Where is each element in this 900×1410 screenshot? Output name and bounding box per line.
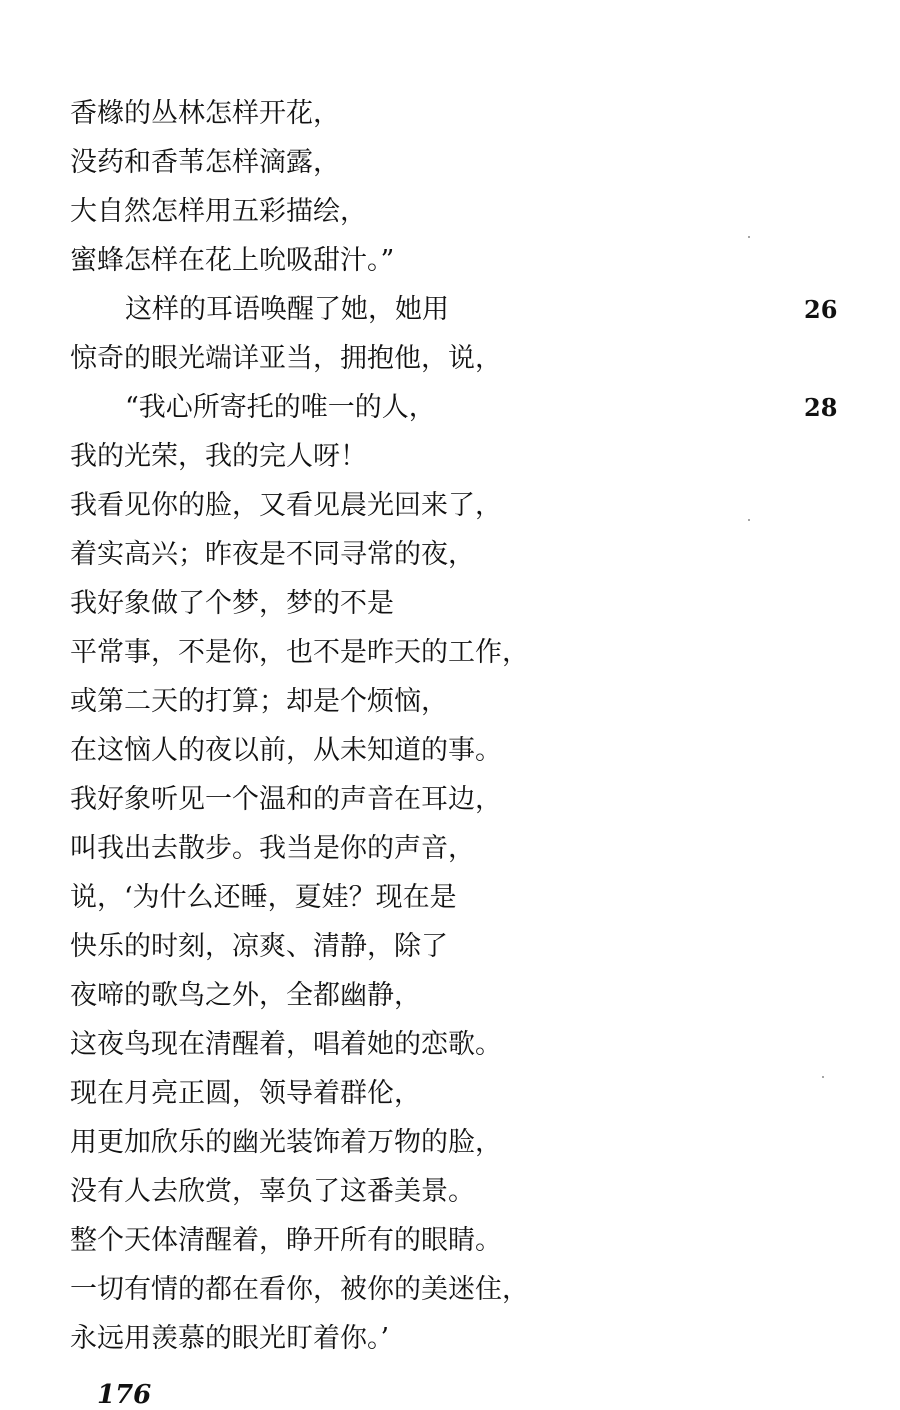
poem-line-text: 惊奇的眼光端详亚当，拥抱他，说， bbox=[70, 343, 502, 374]
poem-line-text: 这样的耳语唤醒了她，她用 bbox=[125, 294, 449, 325]
poem-line bbox=[70, 143, 670, 192]
poem-line-text: 没有人去欣赏，辜负了这番美景。 bbox=[70, 1176, 475, 1207]
poem-line-text: 夜啼的歌鸟之外，全都幽静， bbox=[70, 980, 421, 1011]
poem-line bbox=[70, 1221, 670, 1270]
poem-line-text: 我看见你的脸，又看见晨光回来了， bbox=[70, 490, 502, 521]
poem-line-text: 没药和香苇怎样滴露， bbox=[70, 147, 340, 178]
poem-line-text: 大自然怎样用五彩描绘， bbox=[70, 196, 367, 227]
poem-line-text: 在这恼人的夜以前，从未知道的事。 bbox=[70, 735, 502, 766]
scan-speck bbox=[748, 519, 750, 521]
poem-line-text: “我心所寄托的唯一的人， bbox=[125, 392, 436, 423]
poem-line-text: 一切有情的都在看你，被你的美迷住， bbox=[70, 1274, 529, 1305]
poem-line-text: 或第二天的打算；却是个烦恼， bbox=[70, 686, 448, 717]
poem-line bbox=[70, 927, 670, 976]
page-number: 176 bbox=[97, 1380, 152, 1410]
poem-line bbox=[70, 1270, 670, 1319]
poem-line bbox=[70, 1319, 670, 1368]
poem-line-text: 说，‘为什么还睡，夏娃？现在是 bbox=[70, 882, 457, 913]
poem-line-text: 我好象做了个梦，梦的不是 bbox=[70, 588, 394, 619]
poem-line-text: 叫我出去散步。我当是你的声音， bbox=[70, 833, 475, 864]
poem-line bbox=[70, 1025, 670, 1074]
poem-line-text: 香橼的丛林怎样开花， bbox=[70, 98, 340, 129]
poem-line bbox=[70, 339, 670, 388]
poem-line-text: 平常事，不是你，也不是昨天的工作， bbox=[70, 637, 529, 668]
poem-line bbox=[70, 633, 670, 682]
poem-line bbox=[70, 1123, 670, 1172]
scan-speck bbox=[748, 236, 750, 238]
poem-line-text: 蜜蜂怎样在花上吮吸甜汁。” bbox=[70, 245, 395, 276]
line-number: 28 bbox=[804, 393, 838, 422]
poem-line bbox=[70, 682, 670, 731]
poem-line bbox=[70, 94, 670, 143]
poem-line bbox=[70, 192, 670, 241]
poem-line-text: 这夜鸟现在清醒着，唱着她的恋歌。 bbox=[70, 1029, 502, 1060]
poem-line bbox=[70, 829, 670, 878]
poem-line-text: 着实高兴；昨夜是不同寻常的夜， bbox=[70, 539, 475, 570]
poem-line-text: 快乐的时刻，凉爽、清静，除了 bbox=[70, 931, 448, 962]
poem-line bbox=[70, 780, 670, 829]
poem-line bbox=[70, 1074, 670, 1123]
poem-line-text: 现在月亮正圆，领导着群伦， bbox=[70, 1078, 421, 1109]
poem-line bbox=[70, 731, 670, 780]
line-number: 26 bbox=[804, 295, 838, 324]
poem-line bbox=[70, 437, 670, 486]
poem-text bbox=[70, 94, 838, 1368]
poem-line-text: 我好象听见一个温和的声音在耳边， bbox=[70, 784, 502, 815]
poem-line bbox=[70, 388, 838, 437]
poem-line bbox=[70, 290, 838, 339]
poem-line bbox=[70, 535, 670, 584]
poem-line bbox=[70, 1172, 670, 1221]
poem-line bbox=[70, 976, 670, 1025]
scan-speck bbox=[822, 1076, 824, 1078]
poem-line-text: 整个天体清醒着，睁开所有的眼睛。 bbox=[70, 1225, 502, 1256]
poem-line bbox=[70, 486, 670, 535]
poem-line bbox=[70, 241, 670, 290]
poem-line bbox=[70, 878, 670, 927]
poem-line-text: 永远用羡慕的眼光盯着你。’ bbox=[70, 1323, 390, 1354]
poem-line-text: 我的光荣，我的完人呀！ bbox=[70, 441, 367, 472]
poem-line bbox=[70, 584, 670, 633]
poem-line-text: 用更加欣乐的幽光装饰着万物的脸， bbox=[70, 1127, 502, 1158]
